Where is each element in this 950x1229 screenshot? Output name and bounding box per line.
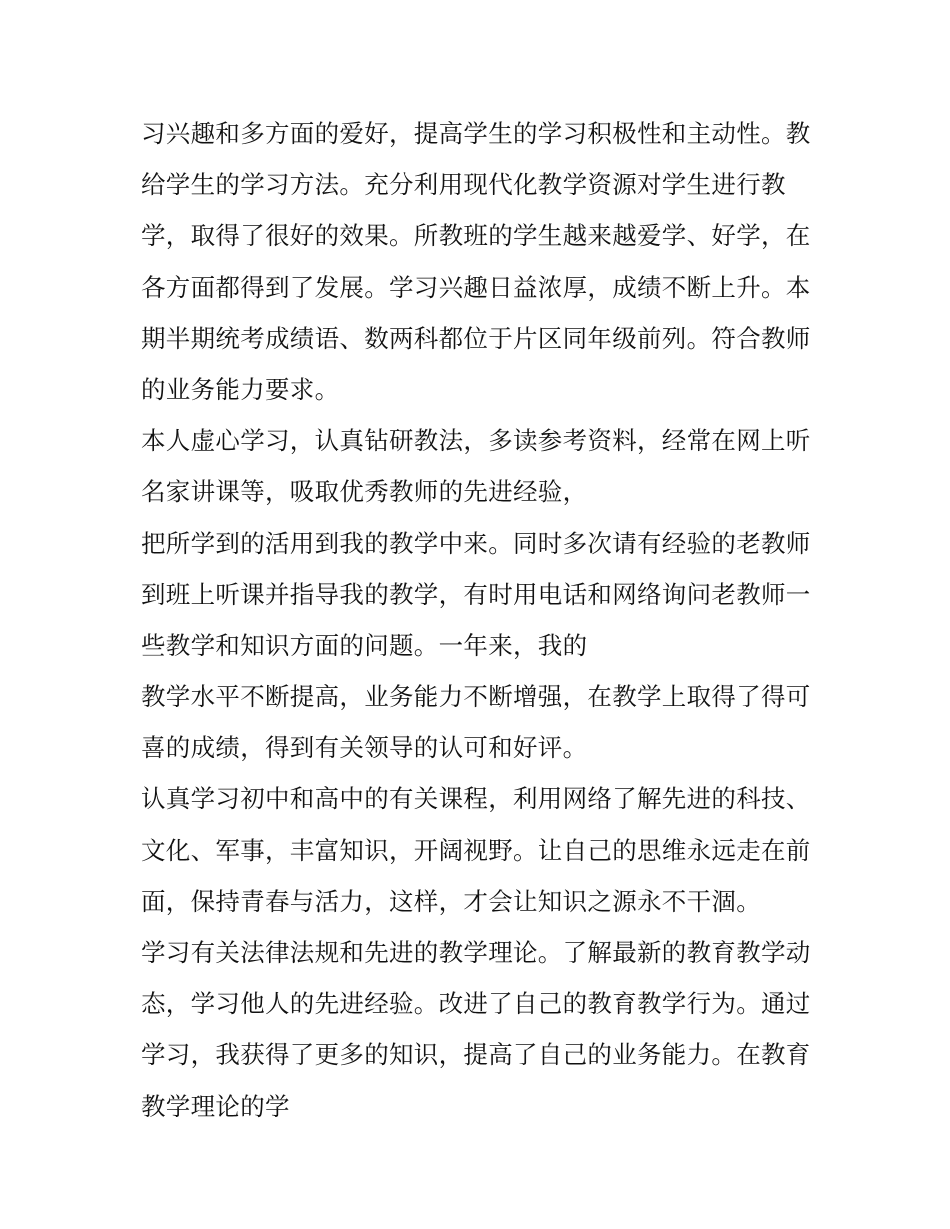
text-line: 习兴趣和多方面的爱好，提高学生的学习积极性和主动性。教 bbox=[141, 119, 811, 148]
text-line: 到班上听课并指导我的教学，有时用电话和网络询问老教师一 bbox=[141, 579, 811, 609]
text-line: 教学水平不断提高，业务能力不断增强，在教学上取得了得可 bbox=[141, 682, 811, 712]
text-line: 面，保持青春与活力，这样，才会让知识之源永不干涸。 bbox=[141, 886, 761, 916]
text-line: 期半期统考成绩语、数两科都位于片区同年级前列。符合教师 bbox=[141, 323, 811, 353]
text-line: 文化、军事，丰富知识，开阔视野。让自己的思维永远走在前 bbox=[141, 835, 811, 865]
text-line: 态，学习他人的先进经验。改进了自己的教育教学行为。通过 bbox=[141, 989, 811, 1019]
text-line: 各方面都得到了发展。学习兴趣日益浓厚，成绩不断上升。本 bbox=[141, 272, 811, 302]
text-line: 把所学到的活用到我的教学中来。同时多次请有经验的老教师 bbox=[141, 528, 811, 558]
text-line: 学，取得了很好的效果。所教班的学生越来越爱学、好学，在 bbox=[141, 221, 811, 251]
text-line: 名家讲课等，吸取优秀教师的先进经验， bbox=[141, 477, 588, 507]
text-line: 些教学和知识方面的问题。一年来，我的 bbox=[141, 630, 588, 660]
text-line: 学习，我获得了更多的知识，提高了自己的业务能力。在教育 bbox=[141, 1040, 811, 1070]
text-line: 教学理论的学 bbox=[141, 1091, 290, 1121]
document-body bbox=[141, 108, 813, 1132]
text-line: 喜的成绩，得到有关领导的认可和好评。 bbox=[141, 733, 588, 763]
text-line: 认真学习初中和高中的有关课程，利用网络了解先进的科技、 bbox=[141, 784, 811, 814]
text-line: 给学生的学习方法。充分利用现代化教学资源对学生进行教 bbox=[141, 170, 786, 200]
text-line: 的业务能力要求。 bbox=[141, 374, 340, 404]
text-line: 学习有关法律法规和先进的教学理论。了解最新的教育教学动 bbox=[141, 938, 811, 967]
text-line: 本人虚心学习，认真钻研教法，多读参考资料，经常在网上听 bbox=[141, 426, 811, 456]
